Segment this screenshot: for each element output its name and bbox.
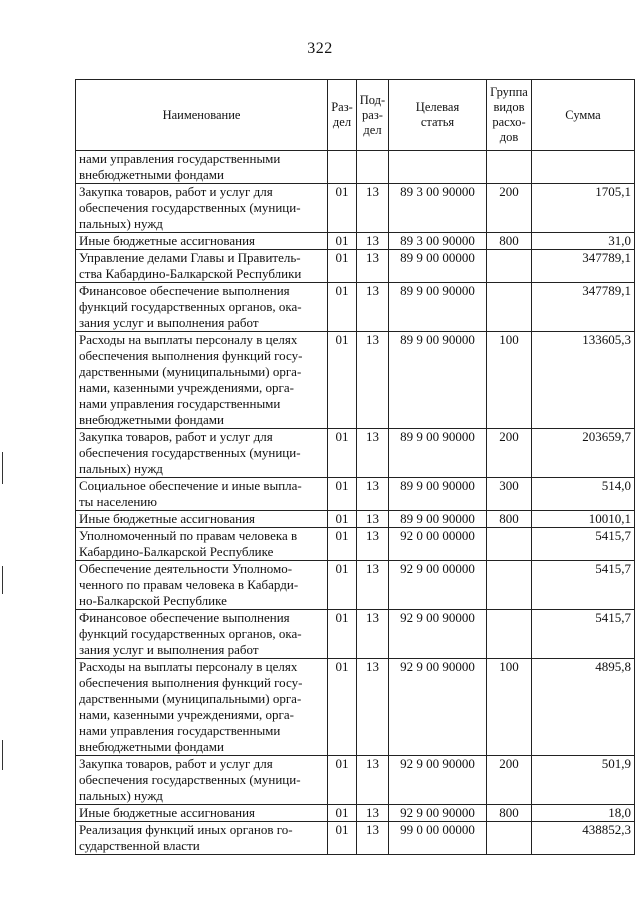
- row-name: Расходы на выплаты персоналу в целях обеспечения выполнения функций госу- дарственными (муниципальными) орга- нами, казенными учреждениями, орга- нами управления государственными внебюджетными фондами: [76, 332, 328, 429]
- row-sum: 1705,1: [532, 184, 635, 233]
- row-target-article: 89 9 00 00000: [389, 250, 487, 283]
- row-name: Обеспечение деятельности Уполномо- ченного по правам человека в Кабарди- но-Балкарской Республике: [76, 561, 328, 610]
- row-razdel: 01: [328, 233, 357, 250]
- table-header-row: [76, 80, 635, 151]
- row-expense-group: 200: [487, 429, 532, 478]
- row-razdel: 01: [328, 822, 357, 855]
- row-name: Управление делами Главы и Правитель- ства Кабардино-Балкарской Республики: [76, 250, 328, 283]
- row-target-article: 99 0 00 00000: [389, 822, 487, 855]
- row-name: Закупка товаров, работ и услуг для обеспечения государственных (муници- пальных) нужд: [76, 756, 328, 805]
- row-razdel: 01: [328, 610, 357, 659]
- row-sum: 5415,7: [532, 528, 635, 561]
- header-podrazdel-label: Под- раз- дел: [359, 92, 386, 137]
- row-sum: 203659,7: [532, 429, 635, 478]
- row-podrazdel: 13: [357, 429, 389, 478]
- row-razdel: 01: [328, 805, 357, 822]
- row-target-article: 89 3 00 90000: [389, 184, 487, 233]
- header-celevaya: [389, 80, 487, 151]
- table-row: [76, 283, 635, 332]
- row-name: Социальное обеспечение и иные выпла- ты населению: [76, 478, 328, 511]
- row-expense-group: [487, 561, 532, 610]
- table-row: [76, 756, 635, 805]
- header-celevaya-label: Целевая статья: [415, 100, 460, 129]
- row-expense-group: [487, 822, 532, 855]
- row-target-article: 89 9 00 90000: [389, 478, 487, 511]
- row-name: Реализация функций иных органов го- сударственной власти: [76, 822, 328, 855]
- row-expense-group: [487, 528, 532, 561]
- row-razdel: 01: [328, 756, 357, 805]
- row-target-article: [389, 151, 487, 184]
- row-expense-group: 100: [487, 332, 532, 429]
- row-target-article: 92 9 00 90000: [389, 756, 487, 805]
- header-gruppa-label: Группа видов расхо- дов: [490, 85, 528, 144]
- header-razdel-label: Раз- дел: [331, 100, 353, 129]
- row-expense-group: 800: [487, 511, 532, 528]
- row-target-article: 92 9 00 90000: [389, 610, 487, 659]
- row-target-article: 92 9 00 90000: [389, 659, 487, 756]
- header-name: [76, 80, 328, 151]
- row-target-article: 92 0 00 00000: [389, 528, 487, 561]
- row-podrazdel: 13: [357, 478, 389, 511]
- row-name: нами управления государственными внебюджетными фондами: [76, 151, 328, 184]
- row-expense-group: [487, 283, 532, 332]
- row-expense-group: 200: [487, 756, 532, 805]
- row-sum: 4895,8: [532, 659, 635, 756]
- header-gruppa: [487, 80, 532, 151]
- row-razdel: 01: [328, 478, 357, 511]
- row-expense-group: [487, 610, 532, 659]
- table-row: [76, 822, 635, 855]
- row-name: Расходы на выплаты персоналу в целях обеспечения выполнения функций госу- дарственными (муниципальными) орга- нами, казенными учреждениями, орга- нами управления государственными внебюджетными фондами: [76, 659, 328, 756]
- row-podrazdel: 13: [357, 822, 389, 855]
- table-row: [76, 659, 635, 756]
- row-sum: 347789,1: [532, 283, 635, 332]
- row-podrazdel: 13: [357, 756, 389, 805]
- row-name: Иные бюджетные ассигнования: [76, 233, 328, 250]
- row-name: Иные бюджетные ассигнования: [76, 511, 328, 528]
- row-razdel: 01: [328, 250, 357, 283]
- row-target-article: 89 9 00 90000: [389, 283, 487, 332]
- row-target-article: 89 3 00 90000: [389, 233, 487, 250]
- row-podrazdel: 13: [357, 659, 389, 756]
- row-podrazdel: 13: [357, 332, 389, 429]
- header-podrazdel: [357, 80, 389, 151]
- table-row: [76, 151, 635, 184]
- row-name: Закупка товаров, работ и услуг для обеспечения государственных (муници- пальных) нужд: [76, 429, 328, 478]
- row-target-article: 89 9 00 90000: [389, 511, 487, 528]
- row-podrazdel: 13: [357, 528, 389, 561]
- row-expense-group: 100: [487, 659, 532, 756]
- row-podrazdel: 13: [357, 283, 389, 332]
- header-razdel: [328, 80, 357, 151]
- row-sum: 347789,1: [532, 250, 635, 283]
- row-name: Финансовое обеспечение выполнения функций государственных органов, ока- зания услуг и выполнения работ: [76, 283, 328, 332]
- margin-mark: [2, 452, 3, 484]
- table-row: [76, 332, 635, 429]
- row-name: Закупка товаров, работ и услуг для обеспечения государственных (муници- пальных) нужд: [76, 184, 328, 233]
- row-podrazdel: 13: [357, 561, 389, 610]
- table-row: [76, 610, 635, 659]
- row-podrazdel: [357, 151, 389, 184]
- row-expense-group: 300: [487, 478, 532, 511]
- row-razdel: 01: [328, 184, 357, 233]
- row-target-article: 92 9 00 00000: [389, 561, 487, 610]
- row-name: Иные бюджетные ассигнования: [76, 805, 328, 822]
- row-name: Уполномоченный по правам человека в Кабардино-Балкарской Республике: [76, 528, 328, 561]
- row-expense-group: [487, 151, 532, 184]
- row-podrazdel: 13: [357, 233, 389, 250]
- header-summa: [532, 80, 635, 151]
- margin-mark: [2, 566, 3, 594]
- row-sum: [532, 151, 635, 184]
- row-expense-group: 800: [487, 805, 532, 822]
- table-row: [76, 528, 635, 561]
- row-sum: 133605,3: [532, 332, 635, 429]
- margin-mark: [2, 740, 3, 770]
- table-row: [76, 250, 635, 283]
- row-target-article: 92 9 00 90000: [389, 805, 487, 822]
- budget-table: [75, 79, 635, 855]
- row-target-article: 89 9 00 90000: [389, 332, 487, 429]
- row-sum: 10010,1: [532, 511, 635, 528]
- row-razdel: 01: [328, 511, 357, 528]
- row-razdel: 01: [328, 561, 357, 610]
- table-row: [76, 429, 635, 478]
- row-razdel: 01: [328, 283, 357, 332]
- row-expense-group: 800: [487, 233, 532, 250]
- row-sum: 18,0: [532, 805, 635, 822]
- row-expense-group: 200: [487, 184, 532, 233]
- table-row: [76, 561, 635, 610]
- row-razdel: [328, 151, 357, 184]
- row-target-article: 89 9 00 90000: [389, 429, 487, 478]
- table-row: [76, 233, 635, 250]
- row-podrazdel: 13: [357, 184, 389, 233]
- row-podrazdel: 13: [357, 610, 389, 659]
- row-podrazdel: 13: [357, 805, 389, 822]
- row-podrazdel: 13: [357, 250, 389, 283]
- row-sum: 438852,3: [532, 822, 635, 855]
- row-sum: 501,9: [532, 756, 635, 805]
- header-summa-label: Сумма: [565, 107, 601, 122]
- row-sum: 5415,7: [532, 561, 635, 610]
- row-sum: 514,0: [532, 478, 635, 511]
- row-razdel: 01: [328, 429, 357, 478]
- row-expense-group: [487, 250, 532, 283]
- table-row: [76, 184, 635, 233]
- table-row: [76, 511, 635, 528]
- page-number: 322: [307, 40, 333, 57]
- row-name: Финансовое обеспечение выполнения функций государственных органов, ока- зания услуг и выполнения работ: [76, 610, 328, 659]
- row-razdel: 01: [328, 528, 357, 561]
- table-row: [76, 805, 635, 822]
- row-sum: 5415,7: [532, 610, 635, 659]
- row-razdel: 01: [328, 332, 357, 429]
- header-name-label: Наименование: [162, 107, 241, 122]
- row-podrazdel: 13: [357, 511, 389, 528]
- table-row: [76, 478, 635, 511]
- table-body: [76, 151, 635, 855]
- row-sum: 31,0: [532, 233, 635, 250]
- row-razdel: 01: [328, 659, 357, 756]
